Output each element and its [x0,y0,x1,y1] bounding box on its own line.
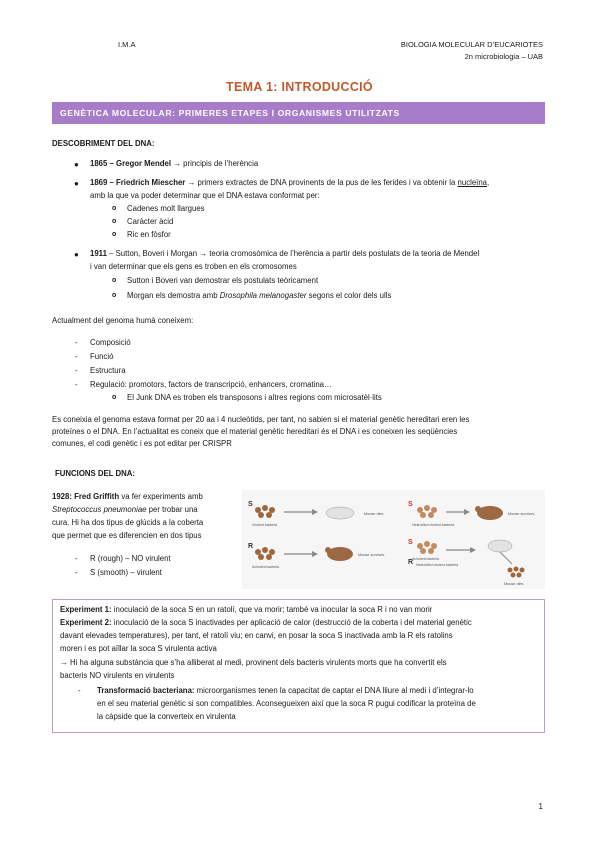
bullet-1869 [90,177,489,189]
dash-icon: - [78,686,81,695]
bullet-1865 [90,158,258,170]
griffith-diagram [242,490,545,589]
griffith-year: 1928: Fred Griffith [52,492,120,501]
discovery-heading: DESCOBRIMENT DEL DNA: [52,139,155,148]
left-top-result: Mouse dies [364,512,384,516]
transformation-label: Transformació bacteriana: [97,686,195,695]
live-mouse-icon [477,506,503,520]
bullet-1865-year: 1865 – Gregor Mendel [90,159,172,168]
bullet-1869-text: → primers extractes de DNA provinents de la pus de les ferides i va obtenir la [185,178,458,187]
griffith-line2 [52,504,198,516]
dead-mouse-icon [326,507,354,519]
sub-bullet-icon: o [112,205,117,212]
sub-bullet-icon: o [112,231,117,238]
nucleina-term: nucleïna [457,178,487,187]
morgan-text-b: segons el color dels ulls [306,291,392,300]
bullet-1911-year: 1911 [90,249,107,258]
genome-item: Funció [90,352,114,361]
experiment-2-label: Experiment 2: [60,618,112,627]
left-top-label: Virulent bacteria [252,523,278,527]
griffith-line4: que permet que es diferencien en dos tipus [52,531,202,540]
junk-dna-note: El Junk DNA es troben els transposons i altres regions com microsatèl·lits [127,393,382,402]
transformation-line3: la càpside que la converteix en virulenta [97,712,236,721]
experiment-2-line2: davant elevades temperatures), per tant, el ratolí viu; en canvi, en posar la soca S inactivada amb la R els ratolins [60,631,453,640]
left-bottom-letter: R [248,543,254,550]
bullet-1911 [90,248,479,260]
sub-bullet-icon: o [112,394,117,401]
paragraph-line: proteïnes o el DNA. En l’actualitat es coneix que el material genètic hereditari és el DNA i es coneixen les seqüències [52,427,458,437]
bullet-icon: ● [74,179,79,188]
paragraph-line: comunes, el codi genètic i es pot editar per CRISPR [52,439,232,449]
dash-icon: - [75,568,78,577]
live-mouse-icon [327,547,353,561]
dash-icon: - [75,352,78,361]
mouse-head-icon [475,506,481,512]
type-s: S (smooth) – virulent [90,568,162,577]
mouse-head-icon [325,547,331,553]
sub-item-sutton: Sutton i Boveri van demostrar els postulats teòricament [127,276,319,285]
transformation-line1 [97,685,474,697]
right-top-result: Mouse survives [508,512,535,516]
bullet-1869-year: 1869 – Friedrich Miescher [90,178,186,187]
experiment-2-text: inoculació de la soca S inactivades per aplicació de calor (destrucció de la coberta i del material genètic [111,618,472,627]
left-bottom-result: Mouse survives [358,553,385,557]
species-name: Streptococcus pneumoniae [52,505,147,514]
conclusion-line1: → Hi ha alguna substància que s’ha alliberat al medi, provinent dels bacteris virulents morts que ha convertit els [60,658,447,667]
bullet-1911-line2: i van determinar que els gens es troben en els cromosomes [90,262,297,271]
griffith-line2-text: per trobar una [146,505,198,514]
sub-item: Caràcter àcid [127,217,174,226]
header-initials: I.M.A [118,40,136,49]
experiment-1-label: Experiment 1: [60,605,112,614]
griffith-line3: cura. Hi ha dos tipus de glúcids a la coberta [52,518,204,527]
griffith-line1 [52,491,203,503]
sub-item-morgan [127,290,391,302]
sub-bullet-icon: o [112,218,117,225]
sub-item: Ric en fòsfor [127,230,171,239]
section-band-title: GENÈTICA MOLECULAR: PRIMERES ETAPES I ORGANISMES UTILITZATS [60,108,400,118]
functions-heading: FUNCIONS DEL DNA: [55,469,135,478]
left-bottom-label: Avirulent bacteria [252,565,279,569]
dash-icon: - [75,554,78,563]
griffith-experiment-figure [242,490,545,589]
genome-intro: Actualment del genoma humà coneixem: [52,316,194,325]
genetic-material-paragraph [52,414,548,451]
griffith-text: va fer experiments amb [119,492,203,501]
page-title: TEMA 1: INTRODUCCIÓ [226,80,373,94]
genome-item: Regulació: promotors, factors de transcripció, enhancers, cromatina… [90,380,332,389]
bullet-icon: ● [74,250,79,259]
experiment-1 [60,604,432,616]
left-top-letter: S [248,501,253,508]
experiment-1-text: inoculació de la soca S en un ratolí, que va morir; també va inocular la soca R i no van morir [111,605,433,614]
transformation-line2: en el seu material genètic si son compatibles. Aconsegueixen així que la soca R pugui codificar la proteïna de [97,699,476,708]
right-bottom-label-1: Avirulent bacteria [412,557,439,561]
right-top-label: Heat-killed virulent bacteria [412,523,455,527]
morgan-text-a: Morgan els demostra amb [127,291,220,300]
dash-icon: - [75,338,78,347]
experiment-2-line3: moren i es pot aïllar la soca S virulenta activa [60,644,217,653]
dead-mouse-icon [488,540,512,552]
sub-bullet-icon: o [112,277,117,284]
sub-item: Cadenes molt llargues [127,204,205,213]
sub-bullet-icon: o [112,292,117,299]
transformation-text: microorganismes tenen la capacitat de captar el DNA lliure al medi i d’integrar-lo [194,686,474,695]
right-bottom-label-2: Heat-killed virulent bacteria [416,563,459,567]
dash-icon: - [75,380,78,389]
bullet-1869-tail: , [487,178,490,187]
bullet-icon: ● [74,160,79,169]
paragraph-line: Es coneixia el genoma estava format per 20 aa i 4 nucleòtids, per tant, no sabien si el material genètic hereditari eren les [52,415,470,424]
bullet-1869-line2: amb la que va poder determinar que el DNA estava conformat per: [90,191,320,200]
conclusion-line2: bacteris NO virulents en virulents [60,671,175,680]
right-top-letter: S [408,501,413,508]
bullet-1865-text: → principis de l’herència [171,159,259,168]
right-bottom-letter-r: R [408,559,414,566]
dash-icon: - [75,366,78,375]
drosophila-name: Drosophila melanogaster [219,291,307,300]
page-number: 1 [538,802,543,811]
experiment-2 [60,617,472,629]
bullet-1911-text: – Sutton, Boveri i Morgan → teoria cromosòmica de l’herència a partir dels postulats de la teoria de Mendel [106,249,480,258]
right-bottom-letter-s: S [408,539,413,546]
genome-item: Composició [90,338,131,347]
type-r: R (rough) – NO virulent [90,554,171,563]
right-bottom-result: Mouse dies [504,582,524,586]
genome-item: Estructura [90,366,126,375]
header-program: 2n microbiologia – UAB [464,52,543,61]
header-course: BIOLOGIA MOLECULAR D’EUCARIOTES [400,40,543,49]
figure-background [242,490,545,589]
